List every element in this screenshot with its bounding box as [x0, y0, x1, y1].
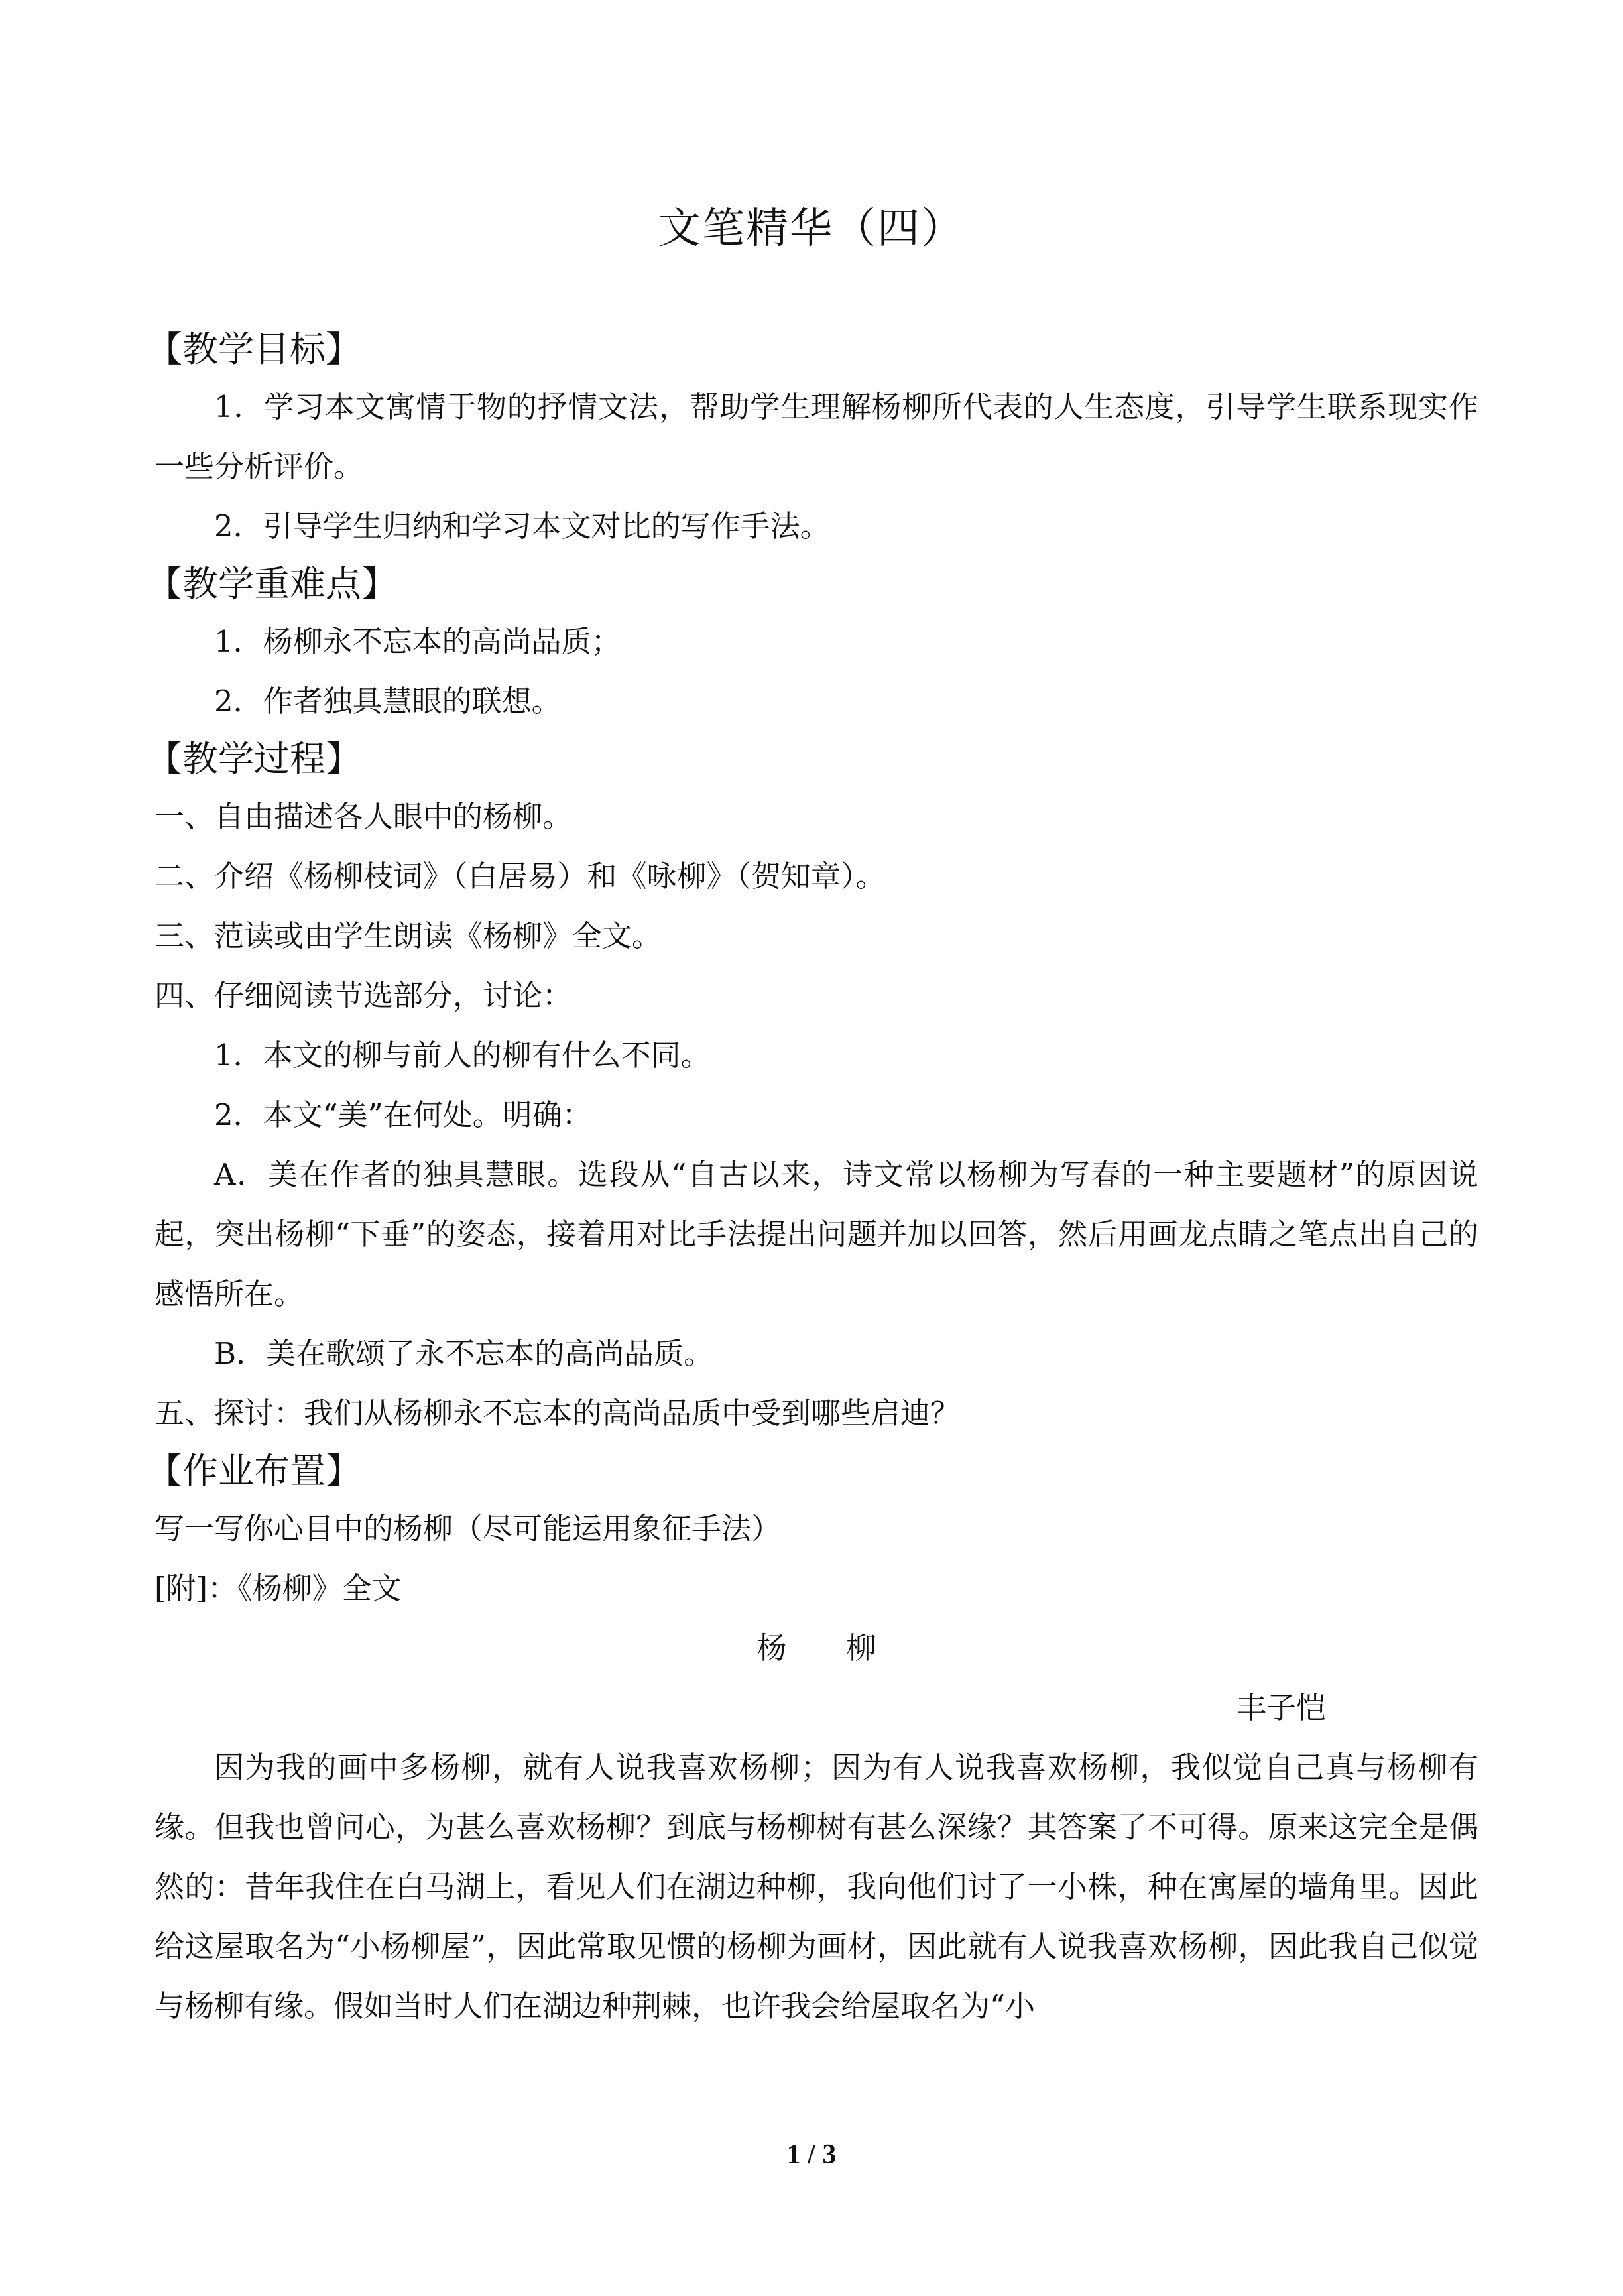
process-step-5: 五、探讨：我们从杨柳永不忘本的高尚品质中受到哪些启迪？ [154, 1396, 961, 1431]
process-step-3: 三、范读或由学生朗读《杨柳》全文。 [154, 918, 662, 953]
process-step-2: 二、介绍《杨柳枝词》（白居易）和《咏柳》（贺知章）。 [154, 859, 886, 894]
process-point-b: B．美在歌颂了永不忘本的高尚品质。 [214, 1336, 714, 1371]
appendix-paragraph: 因为我的画中多杨柳，就有人说我喜欢杨柳；因为有人说我喜欢杨柳，我似觉自己真与杨柳有缘。但我也曾问心，为甚么喜欢杨柳？到底与杨柳树有甚么深缘？其答案了不可得。原来这完全是偶然的：昔年我住在白马湖上，看见人们在湖边种柳，我向他们讨了一小株，种在寓屋的墙角里。因此给这屋取名为“小杨柳屋”，因此常取见惯的杨柳为画材，因此就有人说我喜欢杨柳，因此我自己似觉与杨柳有缘。假如当时人们在湖边种荆棘，也许我会给屋取名为“小 [154, 1750, 1478, 2024]
section-heading-key-points: 【教学重难点】 [147, 563, 397, 605]
appendix-title [154, 1618, 1478, 1678]
appendix-title-char-2: 柳 [846, 1630, 876, 1665]
section-heading-homework: 【作业布置】 [147, 1450, 361, 1492]
process-step-4-item-1: 1．本文的柳与前人的柳有什么不同。 [214, 1038, 711, 1073]
appendix-author: 丰子恺 [1236, 1690, 1326, 1725]
homework-appendix-label: [附]：《杨柳》全文 [154, 1571, 402, 1606]
process-step-4: 四、仔细阅读节选部分，讨论： [154, 978, 573, 1013]
document-body [147, 322, 1478, 2036]
appendix-title-char-1: 杨 [756, 1630, 787, 1665]
key-point-item-2: 2．作者独具慧眼的联想。 [214, 684, 562, 719]
section-heading-process: 【教学过程】 [147, 738, 361, 780]
page-number: 1 / 3 [786, 2140, 837, 2170]
homework-task: 写一写你心目中的杨柳（尽可能运用象征手法） [154, 1511, 782, 1546]
goal-item-1: 1．学习本文寓情于物的抒情文法，帮助学生理解杨柳所代表的人生态度，引导学生联系现实作一些分析评价。 [154, 389, 1478, 484]
goal-item-2: 2．引导学生归纳和学习本文对比的写作手法。 [214, 509, 830, 544]
process-step-1: 一、自由描述各人眼中的杨柳。 [154, 799, 573, 834]
key-point-item-1: 1．杨柳永不忘本的高尚品质； [214, 624, 621, 659]
process-point-a: A．美在作者的独具慧眼。选段从“自古以来，诗文常以杨柳为写春的一种主要题材”的原因说起，突出杨柳“下垂”的姿态，接着用对比手法提出问题并加以回答，然后用画龙点睛之笔点出自己的感悟所在。 [154, 1157, 1478, 1311]
process-step-4-item-2: 2．本文“美”在何处。明确： [214, 1097, 592, 1132]
section-heading-goals: 【教学目标】 [147, 328, 361, 370]
document-title: 文笔精华（四） [658, 204, 965, 253]
